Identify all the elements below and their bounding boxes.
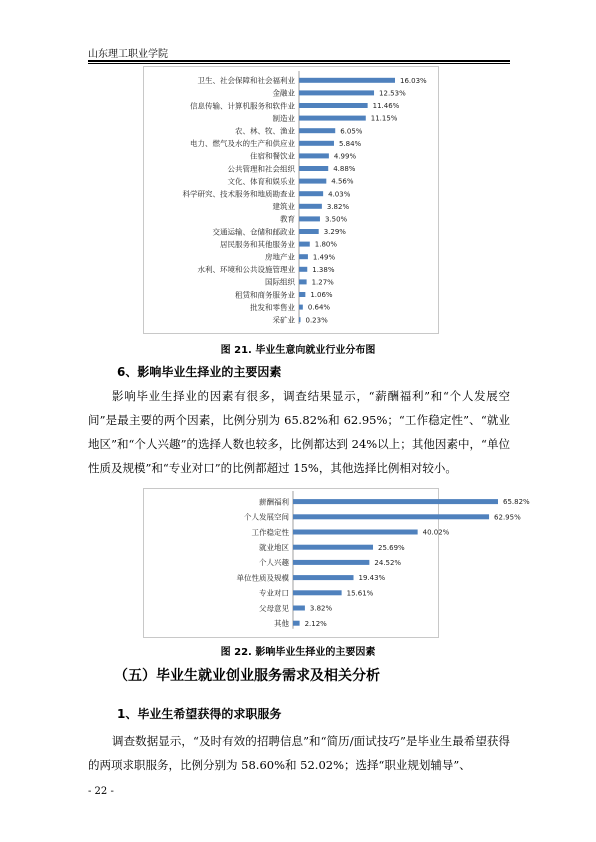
bar [299, 78, 395, 83]
bar [299, 141, 334, 146]
header-rule-thin [88, 63, 510, 64]
category-label: 水利、环境和公共设施管理业 [197, 265, 295, 275]
section5-subheading: 1、毕业生希望获得的求职服务 [117, 707, 282, 721]
value-label: 2.12% [304, 619, 327, 628]
value-label: 11.15% [370, 114, 398, 123]
figure-22-caption: 图 22. 影响毕业生择业的主要因素 [220, 647, 376, 658]
value-label: 24.52% [374, 559, 402, 567]
bar [299, 191, 323, 196]
bar [299, 229, 319, 234]
category-label: 卫生、社会保障和社会福利业 [197, 76, 295, 86]
value-label: 62.95% [494, 513, 521, 522]
category-label: 电力、燃气及水的生产和供应业 [190, 139, 295, 149]
chart-factors [144, 489, 530, 637]
category-label: 采矿业 [272, 315, 295, 325]
bar [299, 305, 303, 310]
chart-industry [144, 67, 438, 333]
chart-factors-box [143, 488, 530, 638]
category-label: 专业对口 [259, 588, 289, 598]
bar [293, 530, 418, 535]
value-label: 40.02% [422, 528, 450, 537]
category-label: 工作稳定性 [251, 527, 289, 537]
value-label: 3.82% [326, 202, 350, 211]
bar [299, 103, 368, 108]
figure-21-caption: 图 21. 毕业生意向就业行业分布图 [220, 345, 376, 356]
value-label: 1.06% [310, 291, 333, 300]
category-label: 国际组织 [265, 277, 295, 287]
value-label: 4.56% [331, 177, 354, 186]
bar [293, 545, 373, 550]
bar [293, 514, 489, 519]
chart-industry-box [143, 66, 439, 334]
bar [293, 575, 354, 580]
category-label: 文化、体育和娱乐业 [227, 176, 295, 186]
category-label: 单位性质及规模 [236, 573, 289, 583]
bar [299, 216, 320, 221]
value-label: 3.29% [323, 228, 346, 237]
bar [299, 90, 374, 95]
value-label: 11.46% [372, 102, 400, 111]
bar [299, 153, 329, 158]
bar [293, 606, 305, 611]
category-label: 住宿和餐饮业 [250, 151, 295, 161]
category-label: 父母意见 [259, 603, 289, 613]
value-label: 4.99% [333, 152, 357, 161]
section5-paragraph: 调查数据显示，“及时有效的招聘信息”和“简历/面试技巧”是毕业生最希望获得的两项求职服务，比例分别为 58.60%和 52.02%；选择“职业规划辅导”、 [88, 734, 510, 772]
value-label: 0.23% [305, 316, 328, 325]
value-label: 1.38% [312, 265, 335, 274]
category-label: 批发和零售业 [250, 302, 295, 312]
category-label: 就业地区 [259, 543, 289, 552]
category-label: 其他 [274, 619, 289, 628]
value-label: 1.27% [311, 278, 334, 287]
bar [293, 560, 369, 565]
bar [299, 179, 326, 184]
category-label: 农、林、牧、渔业 [235, 126, 295, 136]
value-label: 15.61% [346, 589, 374, 598]
bar [299, 267, 307, 272]
bar [293, 499, 498, 504]
category-label: 交通运输、仓储和邮政业 [212, 227, 295, 237]
category-label: 个人发展空间 [244, 512, 289, 522]
bar [299, 204, 322, 209]
page-number: - 22 - [88, 786, 114, 797]
value-label: 12.53% [379, 89, 406, 98]
bar [293, 621, 300, 626]
bar [299, 116, 366, 121]
value-label: 65.82% [503, 498, 530, 507]
value-label: 1.80% [314, 240, 338, 249]
value-label: 5.84% [338, 139, 362, 148]
section6-heading: 6、影响毕业生择业的主要因素 [117, 365, 282, 379]
value-label: 1.49% [312, 253, 336, 262]
category-label: 金融业 [272, 88, 295, 98]
category-label: 制造业 [272, 113, 295, 123]
header-rule-thick [88, 60, 510, 62]
value-label: 3.82% [309, 604, 333, 613]
category-label: 房地产业 [265, 252, 295, 262]
value-label: 19.43% [358, 574, 386, 583]
bar [299, 292, 305, 297]
category-label: 科学研究、技术服务和地质勘查业 [182, 189, 295, 199]
category-label: 薪酬福利 [259, 497, 289, 507]
value-label: 16.03% [400, 76, 427, 85]
value-label: 4.03% [328, 190, 351, 199]
category-label: 教育 [280, 214, 295, 224]
category-label: 公共管理和社会组织 [227, 164, 295, 174]
category-label: 居民服务和其他服务业 [220, 239, 295, 249]
bar [299, 128, 335, 133]
bar [299, 317, 301, 322]
category-label: 建筑业 [272, 202, 295, 212]
section5-title: （五）毕业生就业创业服务需求及相关分析 [114, 668, 380, 684]
bar [299, 279, 307, 284]
bar [293, 590, 342, 595]
category-label: 信息传输、计算机服务和软件业 [190, 101, 295, 111]
page-header: 山东理工职业学院 [88, 49, 168, 60]
section6-paragraph: 影响毕业生择业的因素有很多，调查结果显示，“薪酬福利”和“个人发展空间”是最主要的两个因素，比例分别为 65.82%和 62.95%；“工作稳定性”、“就业地区”和“个人兴趣”的选择人数也较多，比例都达到 24%以上；其他因素中，“单位性质及规模”和“专业对口”的比例都超过 15%，其他选择比例相对较小。 [88, 389, 510, 475]
bar [299, 166, 328, 171]
value-label: 3.50% [324, 215, 348, 224]
category-label: 租赁和商务服务业 [235, 290, 295, 300]
bar [299, 242, 310, 247]
value-label: 4.88% [333, 165, 356, 174]
bar [299, 254, 308, 259]
value-label: 6.05% [340, 127, 363, 136]
value-label: 25.69% [378, 543, 405, 552]
value-label: 0.64% [307, 303, 331, 312]
category-label: 个人兴趣 [259, 558, 289, 568]
